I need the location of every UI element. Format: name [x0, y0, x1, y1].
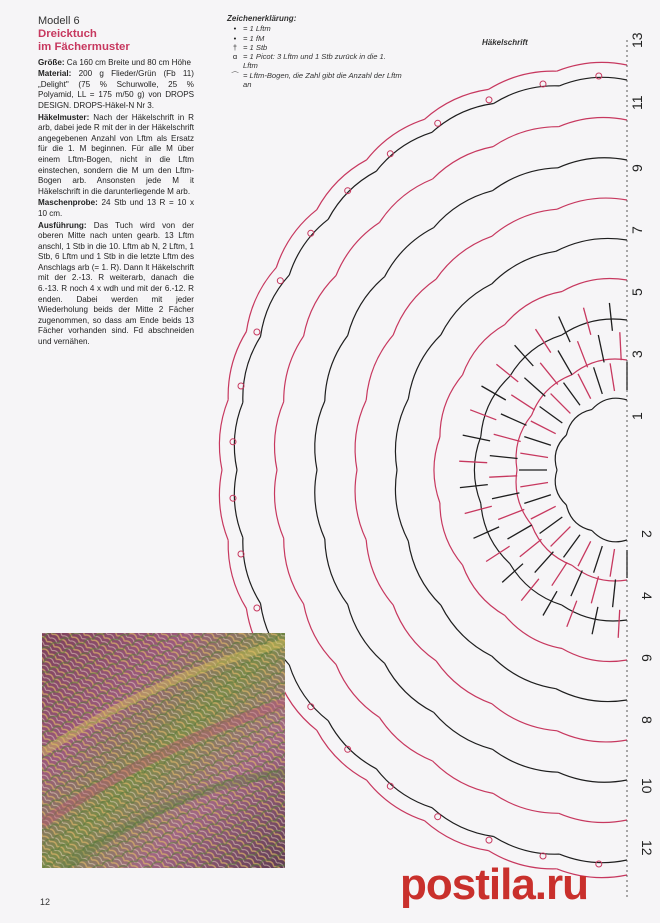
yarn-photo-illustration	[42, 633, 285, 868]
chain-arch-mark	[315, 470, 325, 539]
title-line-1: Dreicktuch	[38, 27, 97, 40]
picot-mark	[486, 97, 492, 103]
picot-icon: ɑ	[232, 52, 238, 62]
double-crochet-mark	[592, 607, 598, 634]
chain-arch-mark	[336, 664, 380, 717]
chain-arch-mark	[393, 279, 436, 335]
row-number-upper: 3	[629, 350, 645, 358]
chain-arch-mark	[284, 336, 304, 402]
chain-arch-mark	[592, 531, 627, 542]
chain-arch-mark	[328, 171, 376, 219]
chain-arch-mark	[572, 565, 627, 581]
chain-arch-mark	[558, 772, 627, 782]
chain-arch-mark	[432, 808, 494, 837]
chain-arch-mark	[317, 160, 367, 210]
double-crochet-mark	[540, 517, 563, 534]
chain-arch-mark	[348, 277, 385, 336]
chain-arch-mark	[385, 663, 434, 712]
double-crochet-mark	[535, 552, 554, 573]
double-crochet-mark	[551, 527, 571, 547]
double-crochet-mark	[508, 525, 532, 539]
row-number-lower: 8	[639, 716, 655, 724]
chain-arch-mark	[492, 656, 556, 689]
chain-arch-mark	[395, 470, 408, 541]
chain-arch-mark	[516, 470, 532, 525]
chain-arch-mark	[436, 661, 492, 704]
double-crochet-mark	[482, 386, 506, 400]
double-crochet-mark	[459, 461, 487, 463]
chain-arch-mark	[325, 336, 348, 402]
picot-mark	[596, 861, 602, 867]
double-crochet-mark	[540, 363, 558, 385]
chain-arch-mark	[408, 541, 441, 605]
chain-arch-mark	[243, 538, 261, 604]
chain-arch-mark	[572, 359, 627, 375]
double-crochet-mark	[540, 407, 563, 424]
picot-mark	[435, 814, 441, 820]
chain-arch-mark	[366, 335, 393, 400]
chain-arch-mark	[219, 400, 228, 470]
chain-arch-mark	[355, 470, 366, 540]
picot-mark	[596, 73, 602, 79]
chain-arch-mark	[494, 86, 560, 104]
gauge-text: 24 Stb und 13 R = 10 x 10 cm.	[38, 198, 195, 218]
chain-arch-mark	[328, 721, 376, 769]
size-text: Ca 160 cm Breite und 80 cm Höhe	[66, 57, 191, 67]
double-crochet-mark	[463, 435, 490, 441]
size-label: Größe:	[38, 57, 65, 67]
double-crochet-mark	[543, 591, 557, 615]
chain-arch-mark	[492, 251, 556, 284]
pattern-text: Nach der Häkelschrift in R arb, dabei jede R mit der in der Häkelschrift angegebenen Anzahl von Lftm als Ersatz für die 1. M beginnen. Für alle M über einem Lftm-Bogen, nicht in die Lftm einstechen, sondern die M um den Lftm-Bogen arb. Ansonsten jede M it Häkelschrift in die darunterliegende M arb.	[38, 112, 194, 196]
chain-arch-mark	[510, 335, 562, 377]
chain-arch-mark	[274, 470, 283, 538]
chain-arch-mark	[505, 292, 562, 325]
double-crochet-mark	[489, 476, 517, 477]
chain-arch-mark	[562, 649, 627, 662]
chain-arch-mark	[433, 761, 494, 793]
chain-arch-mark	[317, 730, 367, 780]
chain-arch-mark	[562, 278, 627, 291]
double-crochet-mark	[524, 437, 551, 446]
pattern-label: Häkelmuster:	[38, 112, 90, 122]
legend-heading: Zeichenerklärung:	[227, 14, 297, 23]
chain-arch-mark	[433, 147, 494, 179]
chain-arch-mark	[510, 564, 562, 606]
chain-arch-mark	[440, 503, 463, 565]
chart-label: Häkelschrift	[482, 38, 528, 47]
chain-arch-mark	[481, 377, 510, 437]
row-number-upper: 11	[629, 95, 645, 110]
chain-arch-mark	[516, 415, 532, 470]
chain-arch-mark	[376, 132, 432, 171]
row-number-upper: 9	[629, 164, 645, 172]
instructions-text: Das Tuch wird von der oberen Mitte nach unten gearb. 13 Lftm anschl, 1 Stb in die 10. Lftm ab N, 2 Lftm, 1 Stb, 6 Lftm und 1 Stb in die letzte Lftm des Anschlags arb (= 1. R). Dann lt Häkelschrift mit der 2.-13. R weiterarb, danach die 6.-13. R noch 4 x wdh und mit der 6.-12. R enden. Dabei werden mit jeder Wiederholung beids der Mitte 2 Fächer zugenommen, so dass am Ende beids 13 Fächer vorhanden sind. Fd abschneiden und vernähen.	[38, 220, 194, 347]
picot-mark	[486, 837, 492, 843]
chain-arch-mark	[559, 813, 627, 822]
double-crochet-mark	[567, 601, 577, 627]
chain-arch-mark	[557, 731, 627, 742]
chain-arch-mark	[261, 275, 290, 337]
chain-arch-mark	[289, 665, 328, 721]
double-crochet-mark	[564, 535, 581, 558]
double-crochet-mark	[610, 549, 614, 577]
chain-arch-mark	[219, 470, 228, 540]
picot-mark	[254, 605, 260, 611]
chain-arch-mark	[556, 238, 627, 251]
chain-arch-mark	[492, 704, 557, 731]
chain-arch-mark	[494, 837, 560, 855]
picot-mark	[254, 329, 260, 335]
chain-arch-mark	[348, 605, 385, 664]
chain-arch-mark	[562, 319, 627, 335]
chain-arch-mark	[432, 104, 494, 133]
double-crochet-mark	[524, 495, 551, 504]
double-crochet-mark	[559, 317, 570, 343]
chain-arch-icon: ⌒	[231, 70, 239, 80]
row-number-lower: 2	[639, 530, 655, 538]
chain-arch-mark	[505, 616, 562, 649]
double-crochet-mark	[620, 332, 621, 360]
chain-arch-mark	[393, 605, 436, 661]
double-crochet-mark	[594, 546, 603, 573]
double-crochet-mark	[531, 421, 556, 434]
double-crochet-mark	[613, 579, 616, 607]
chain-arch-mark	[336, 223, 380, 276]
chain-arch-mark	[304, 276, 336, 337]
picot-mark	[230, 495, 236, 501]
chain-arch-mark	[355, 400, 366, 470]
chain-arch-mark	[408, 335, 441, 399]
legend-text: = Lftm-Bogen, die Zahl gibt die Anzahl der Lftm an	[243, 70, 402, 90]
double-crochet-mark	[584, 308, 591, 335]
chain-arch-mark	[493, 793, 559, 813]
chain-arch-mark	[367, 780, 425, 821]
chain-arch-mark	[463, 565, 505, 616]
double-crochet-mark	[598, 335, 604, 362]
row-number-lower: 12	[639, 840, 655, 856]
material-label: Material:	[38, 69, 72, 79]
chain-arch-mark	[555, 435, 566, 470]
double-crochet-mark	[551, 394, 571, 414]
page-number: 12	[40, 897, 51, 907]
chain-arch-mark	[557, 198, 627, 209]
double-crochet-mark	[594, 367, 603, 394]
double-crochet-mark	[591, 576, 598, 603]
chain-arch-mark	[234, 470, 243, 538]
chain-arch-mark	[463, 325, 505, 376]
gauge-label: Maschenprobe:	[38, 198, 98, 208]
double-crochet-mark	[511, 395, 534, 410]
picot-mark	[277, 278, 283, 284]
double-crochet-mark	[531, 506, 556, 519]
chain-arch-mark	[434, 437, 440, 503]
chain-arch-mark	[367, 119, 425, 160]
shawl-photo	[42, 633, 285, 868]
chain-arch-mark	[493, 127, 559, 147]
double-crochet-mark	[578, 341, 588, 367]
chain-arch-mark	[436, 236, 492, 279]
double-crochet-mark	[502, 564, 523, 583]
double-crochet-mark	[494, 434, 521, 441]
chain-arch-mark	[276, 210, 317, 268]
chain-arch-mark	[493, 749, 559, 772]
double-crochet-mark	[524, 378, 545, 397]
chain-arch-mark	[315, 401, 325, 470]
double-crochet-mark	[618, 610, 620, 638]
chain-arch-mark	[440, 375, 463, 437]
double-crochet-mark	[492, 493, 519, 499]
double-crochet-mark	[520, 483, 548, 487]
legend-text: = 1 Picot: 3 Lftm und 1 Stb zurück in die 1. Lftm	[243, 52, 386, 71]
chain-arch-mark	[555, 470, 566, 505]
double-crochet-mark	[470, 410, 496, 420]
chain-arch-mark	[441, 284, 492, 335]
row-number-lower: 4	[639, 592, 655, 600]
double-crochet-mark	[515, 345, 534, 366]
chain-arch-mark	[441, 605, 492, 656]
chain-arch-mark	[559, 77, 627, 86]
chain-arch-mark	[304, 604, 336, 665]
double-crochet-mark	[578, 541, 591, 566]
picot-mark	[435, 120, 441, 126]
chain-arch-mark	[325, 539, 348, 605]
chain-arch-mark	[493, 168, 559, 191]
title-line-2: im Fächermuster	[38, 40, 130, 53]
chain-stitch-icon: •	[233, 24, 237, 34]
row-number-upper: 5	[629, 288, 645, 296]
double-crochet-mark	[558, 351, 572, 375]
row-number-lower: 6	[639, 654, 655, 662]
double-crochet-mark	[520, 453, 548, 457]
picot-mark	[230, 439, 236, 445]
chain-arch-mark	[559, 117, 627, 126]
chain-arch-mark	[289, 219, 328, 275]
chain-arch-mark	[395, 399, 408, 470]
double-crochet-mark	[564, 383, 581, 406]
chain-arch-mark	[284, 538, 304, 604]
double-crochet-mark	[460, 485, 488, 488]
legend-text: = 1 Stb	[243, 42, 268, 52]
chain-arch-mark	[380, 179, 433, 223]
double-crochet-mark	[609, 303, 612, 331]
chain-arch-mark	[434, 191, 493, 228]
chain-arch-mark	[243, 337, 261, 403]
chain-arch-mark	[376, 769, 432, 808]
row-number-lower: 10	[639, 778, 655, 794]
chain-arch-mark	[556, 689, 627, 702]
legend-text: = 1 Lftm	[243, 24, 271, 34]
chain-arch-mark	[557, 62, 627, 71]
double-crochet-mark	[571, 571, 582, 597]
chain-arch-mark	[385, 228, 434, 277]
double-crochet-mark	[465, 506, 492, 513]
double-crochet-mark	[490, 456, 518, 459]
chain-arch-mark	[274, 402, 283, 470]
legend-text: = 1 fM	[243, 33, 265, 43]
instructions-label: Ausführung:	[38, 220, 87, 230]
chain-arch-mark	[492, 209, 557, 236]
double-crochet-mark	[520, 539, 542, 557]
chain-arch-mark	[380, 718, 433, 762]
row-number-upper: 1	[629, 412, 645, 420]
double-crochet-mark	[610, 363, 614, 391]
chain-arch-mark	[474, 437, 480, 504]
double-crochet-icon: †	[232, 42, 238, 52]
double-crochet-mark	[552, 562, 567, 585]
double-crochet-mark	[501, 414, 527, 425]
model-label: Modell 6	[38, 15, 80, 27]
watermark-logo: postila.ru	[400, 860, 589, 909]
chain-arch-mark	[434, 712, 493, 749]
chain-arch-mark	[592, 398, 627, 409]
chain-arch-mark	[234, 402, 243, 470]
material-text: 200 g Flieder/Grün (Fb 11) „Delight" (75 % Schurwolle, 25 % Polyamid, LL = 175 m/50 g) von DROPS DESIGN. DROPS-Häkel-N Nr 3.	[38, 69, 194, 110]
double-crochet-mark	[578, 374, 591, 399]
single-crochet-icon: •	[233, 33, 237, 43]
chain-arch-mark	[558, 158, 627, 168]
row-number-upper: 7	[629, 226, 645, 234]
row-number-upper: 13	[629, 32, 645, 48]
chain-arch-mark	[366, 540, 393, 605]
double-crochet-mark	[498, 509, 524, 519]
